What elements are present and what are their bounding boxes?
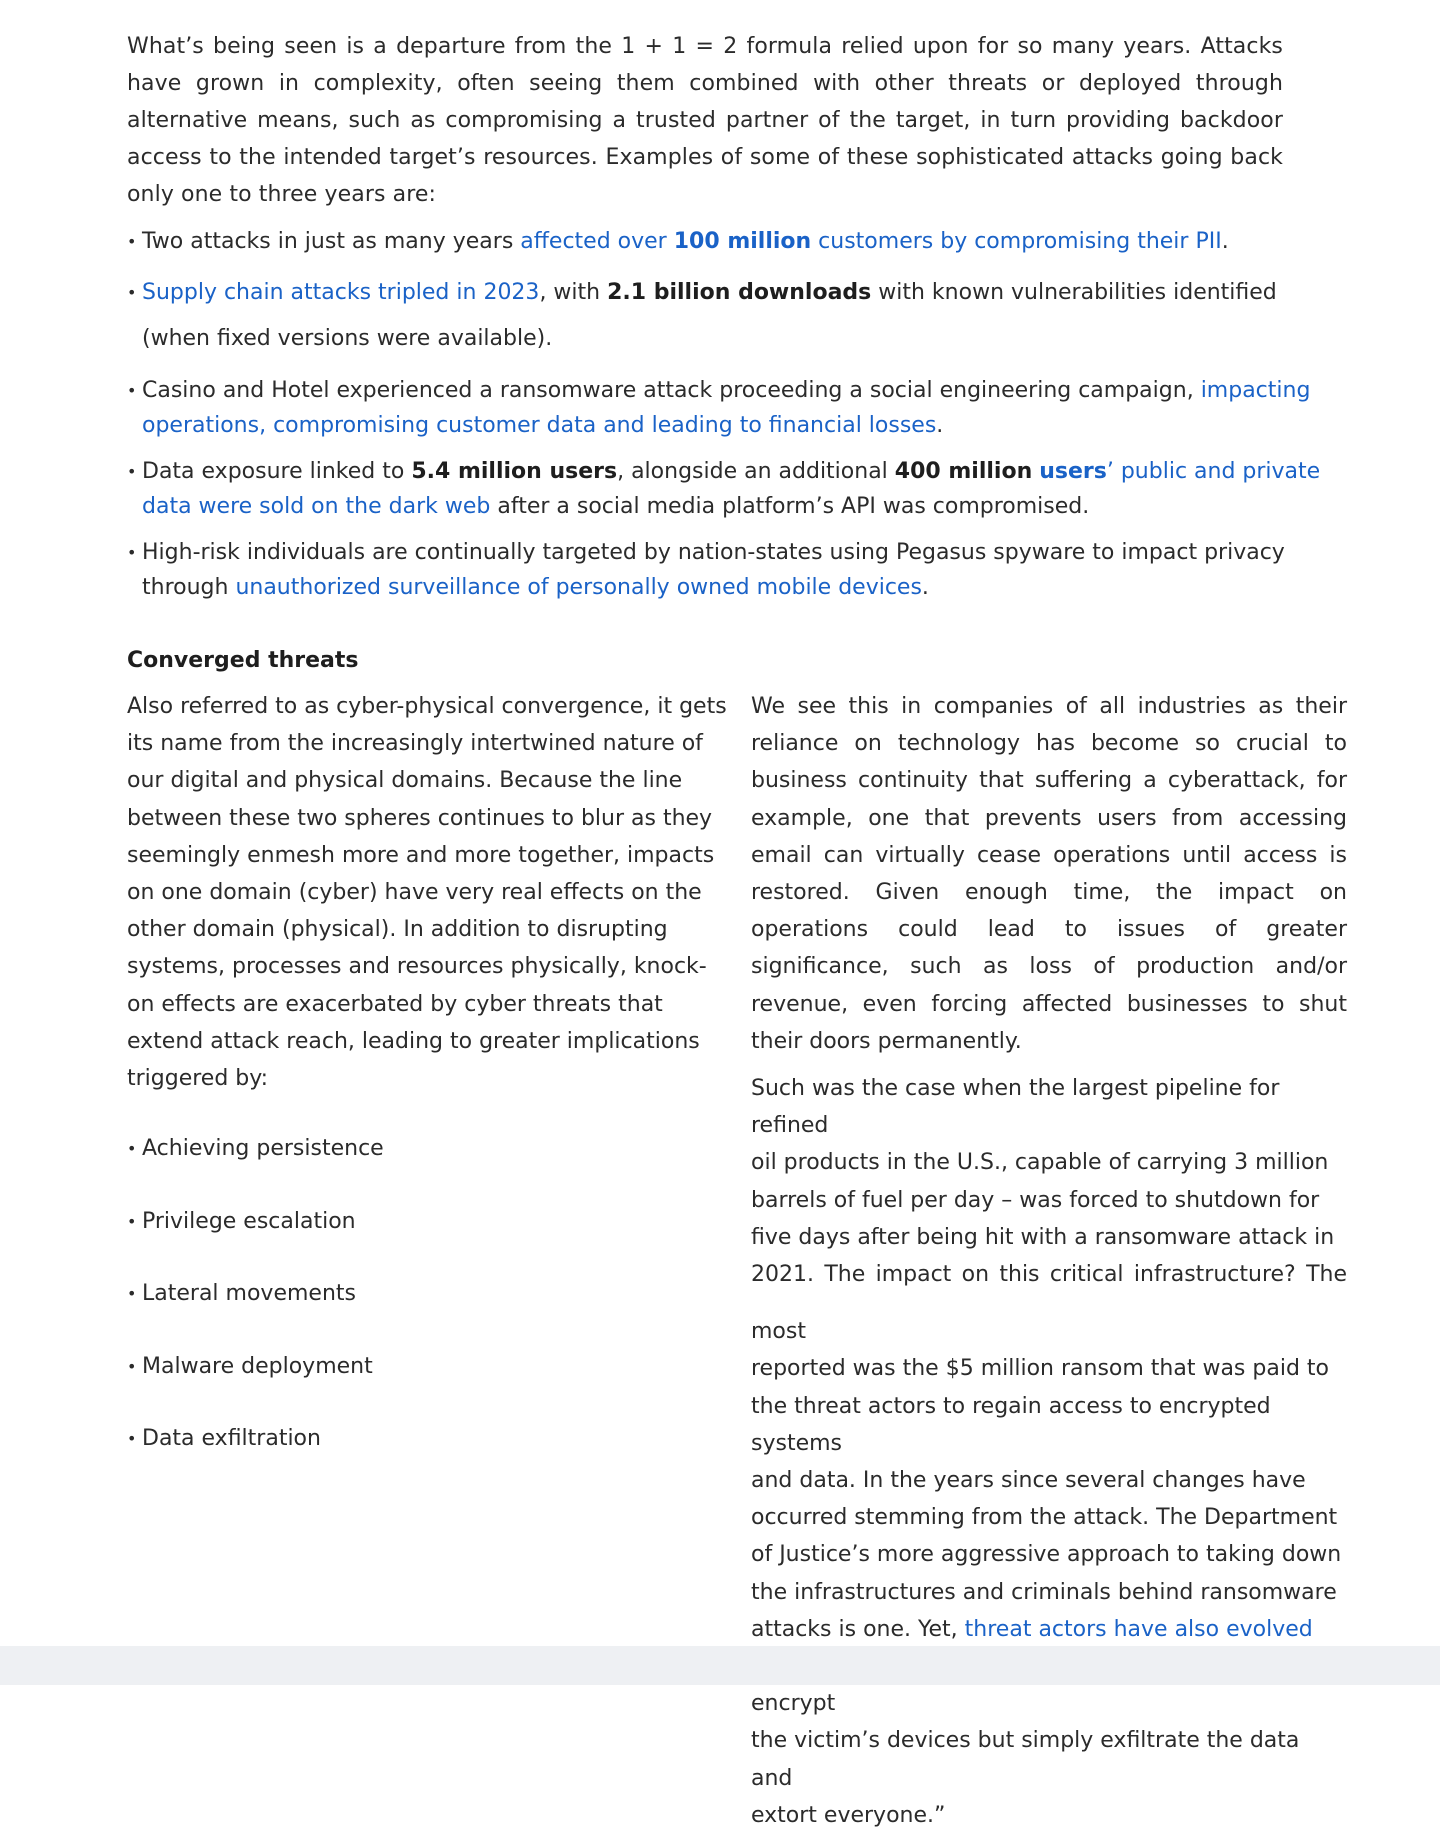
bold-text: 400 million [894,459,1033,484]
section-heading: Converged threats [127,648,359,673]
text-line: the threat actors to regain access to encrypted systems [751,1393,1271,1456]
item-text: . [936,413,944,438]
item-text: , alongside an additional [617,459,895,484]
text-line: five days after being hit with a ransomware attack in [751,1224,1335,1250]
intro-paragraph: What’s being seen is a departure from the 1 + 1 = 2 formula relied upon for so many years. Attacks have grown in complexity, often seeing them combined with other threats or deployed through alternative means, such as compromising a trusted partner of the target, in turn providing backdoor access to the intended target’s resources. Examples of some of these sophisticated attacks going back only one to three years are: [127,34,1283,207]
link-bold-text: users [1039,459,1107,484]
text-line [751,1611,1347,1648]
text-line: occurred stemming from the attack. The Department [751,1505,1338,1531]
right-paragraph-3 [751,1313,1347,1834]
item-text: Two attacks in just as many years [142,229,521,254]
list-item: • Malware deployment [127,1349,727,1385]
item-text: Casino and Hotel experienced a ransomware attack proceeding a social engineering campaign, [142,378,1201,403]
list-item: • Data exfiltration [127,1421,727,1457]
text-line: the infrastructures and criminals behind ransomware [751,1579,1337,1605]
item-text: after a social media platform’s API was compromised. [490,494,1090,519]
link-text: affected over [520,229,674,254]
item-text: , with [539,280,608,305]
article-body [127,28,1347,1828]
list-item [127,224,1347,259]
link-text: ’ public and private data were sold on the dark web [142,459,1321,519]
text-line: barrels of fuel per day – was forced to shutdown for [751,1187,1320,1213]
text-line: 2021. The impact on this critical infrastructure? The [751,1262,1347,1288]
item-text: . [1221,229,1229,254]
surveillance-link[interactable]: unauthorized surveillance of personally owned mobile devices [235,575,922,600]
text-line: the victim’s devices but simply exfiltrate the data and [751,1728,1300,1791]
item-text: with known vulnerabilities identified (when fixed versions were available). [142,280,1277,351]
text-line: oil products in the U.S., capable of carrying 3 million [751,1150,1329,1176]
supply-chain-link[interactable]: Supply chain attacks tripled in 2023 [142,280,540,305]
text-line: reported was the $5 million ransom that was paid to [751,1356,1329,1382]
footer-band [0,1646,1440,1685]
right-paragraph-1: We see this in companies of all industries as their reliance on technology has become so crucial to business continuity that suffering a cyberattack, for example, one that prevents users from accessing email can virtually cease operations until access is restored. Given enough time, the impact on operations could lead to issues of greater significance, such as loss of production and/or revenue, even forcing affected businesses to shut their doors permanently. [751,694,1347,1054]
item-text: . [921,575,929,600]
text-line: Such was the case when the largest pipeline for refined [751,1076,1280,1139]
text-line: most [751,1319,806,1345]
casino-impact-link[interactable]: impacting operations, compromising customer data and leading to financial losses [142,378,1311,438]
right-paragraph-2 [751,1070,1347,1293]
implications-list [127,1131,727,1457]
list-item: • Lateral movements [127,1276,727,1312]
list-item [127,373,1347,443]
left-paragraph: Also referred to as cyber-physical convergence, it gets its name from the increasingly intertwined nature of our digital and physical domains. Because the line between these two spheres continues to blur as they seemingly enmesh more and more together, impacts on one domain (cyber) have very real effects on the other domain (physical). In addition to disrupting systems, processes and resources physically, knock-on effects are exacerbated by cyber threats that extend attack reach, leading to greater implications triggered by: [127,694,727,1092]
text-line: of Justice’s more aggressive approach to taking down [751,1542,1342,1568]
bold-text: 5.4 million users [411,459,618,484]
bold-text: 2.1 billion downloads [607,280,872,305]
list-item [127,270,1347,362]
line-text: encrypt [751,1691,836,1717]
item-text: High-risk individuals are continually targeted by nation-states using Pegasus spyware to impact privacy through [142,540,1285,600]
line-text: attacks is one. Yet, [751,1616,965,1642]
text-line: and data. In the years since several changes have [751,1468,1306,1494]
list-item [127,535,1347,605]
left-column [127,688,727,1494]
item-text: Data exposure linked to [142,459,412,484]
attack-examples-list [127,224,1347,605]
list-item: • Privilege escalation [127,1204,727,1240]
list-item: • Achieving persistence [127,1131,727,1167]
link-text: customers by compromising their PII [811,229,1222,254]
link-bold-text: 100 million [673,229,812,254]
evolved-tactics-link[interactable]: threat actors have also evolved [964,1616,1313,1642]
pii-link[interactable] [520,229,1221,254]
text-line: extort everyone.” [751,1802,946,1828]
list-item [127,454,1347,524]
